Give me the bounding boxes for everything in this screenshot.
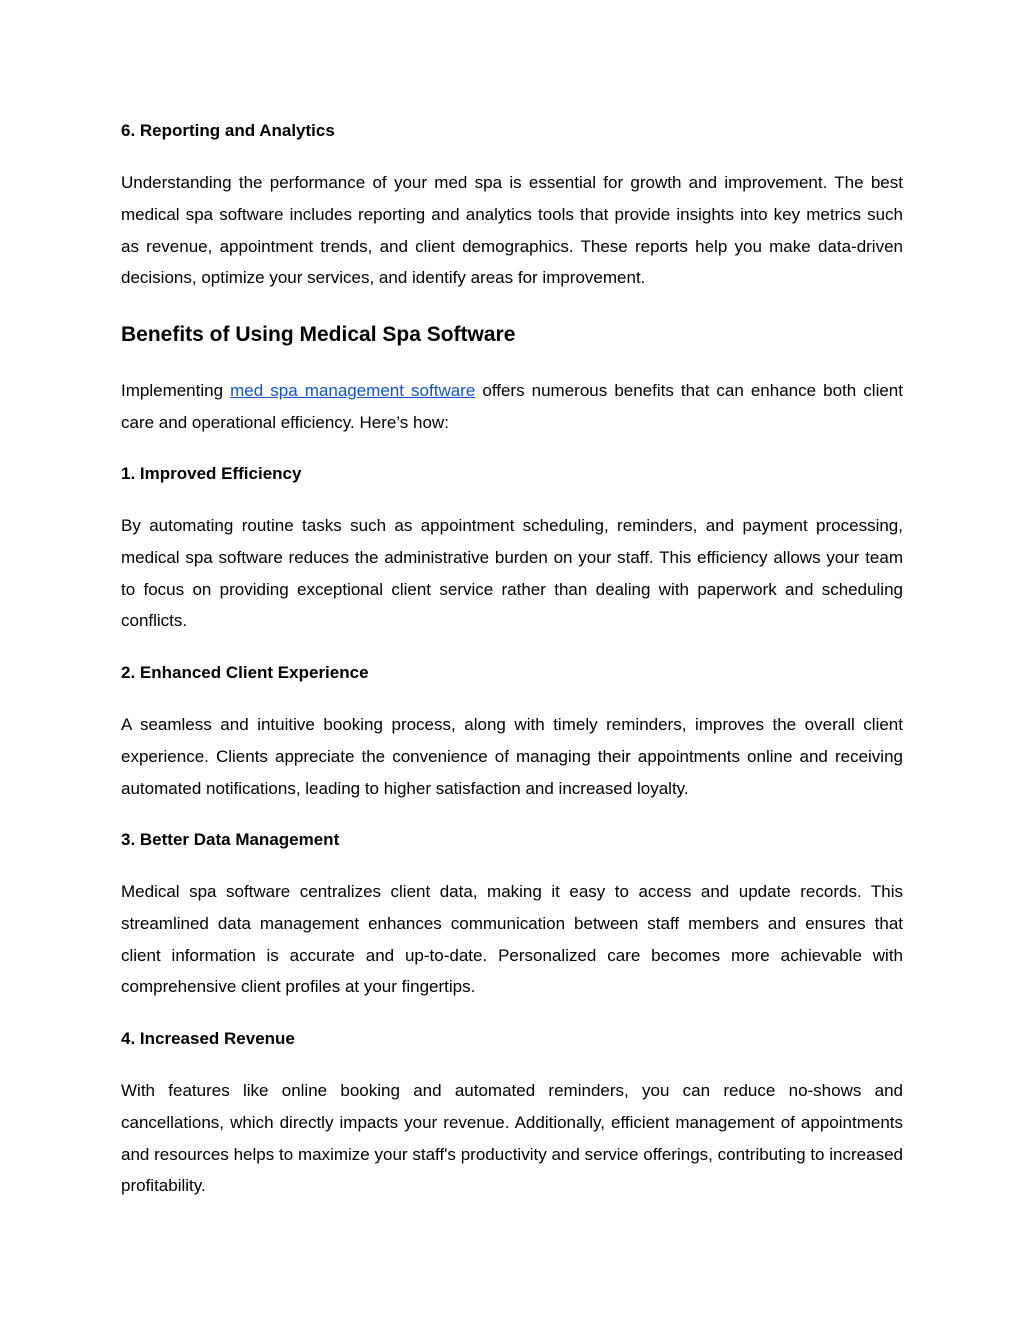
- section-body-reporting: Understanding the performance of your med spa is essential for growth and improvement. The best medical spa software includes reporting and analytics tools that provide insights into key metrics such as revenue, appointment trends, and client demographics. These reports help you make data-driven decisions, optimize your services, and identify areas for improvement.: [121, 173, 903, 288]
- section-body-client-experience: A seamless and intuitive booking process, along with timely reminders, improves the overall client experience. Clients appreciate the convenience of managing their appointments online and receiving automated notifications, leading to higher satisfaction and increased loyalty.: [121, 715, 903, 798]
- section-body-revenue: With features like online booking and automated reminders, you can reduce no-shows and cancellations, which directly impacts your revenue. Additionally, efficient management of appointments and resources helps to maximize your staff's productivity and service offerings, contributing to increased profitability.: [121, 1081, 903, 1196]
- section-title-reporting: 6. Reporting and Analytics: [121, 121, 335, 140]
- med-spa-software-link[interactable]: med spa management software: [230, 381, 476, 400]
- section-title-efficiency: 1. Improved Efficiency: [121, 464, 302, 483]
- benefits-intro: [121, 375, 903, 439]
- section-title-client-experience: 2. Enhanced Client Experience: [121, 663, 369, 682]
- section-body-data-management: Medical spa software centralizes client data, making it easy to access and update records. This streamlined data management enhances communication between staff members and ensures that client information is accurate and up-to-date. Personalized care becomes more achievable with comprehensive client profiles at your fingertips.: [121, 882, 903, 997]
- intro-text-after: offers numerous benefits that can enhance both client care and operational efficiency. Here’s how:: [121, 381, 903, 432]
- heading-benefits: Benefits of Using Medical Spa Software: [121, 323, 516, 346]
- intro-text-before: Implementing: [121, 381, 231, 400]
- section-title-data-management: 3. Better Data Management: [121, 830, 340, 849]
- section-title-revenue: 4. Increased Revenue: [121, 1029, 295, 1048]
- section-body-efficiency: By automating routine tasks such as appointment scheduling, reminders, and payment processing, medical spa software reduces the administrative burden on your staff. This efficiency allows your team to focus on providing exceptional client service rather than dealing with paperwork and scheduling conflicts.: [121, 516, 903, 631]
